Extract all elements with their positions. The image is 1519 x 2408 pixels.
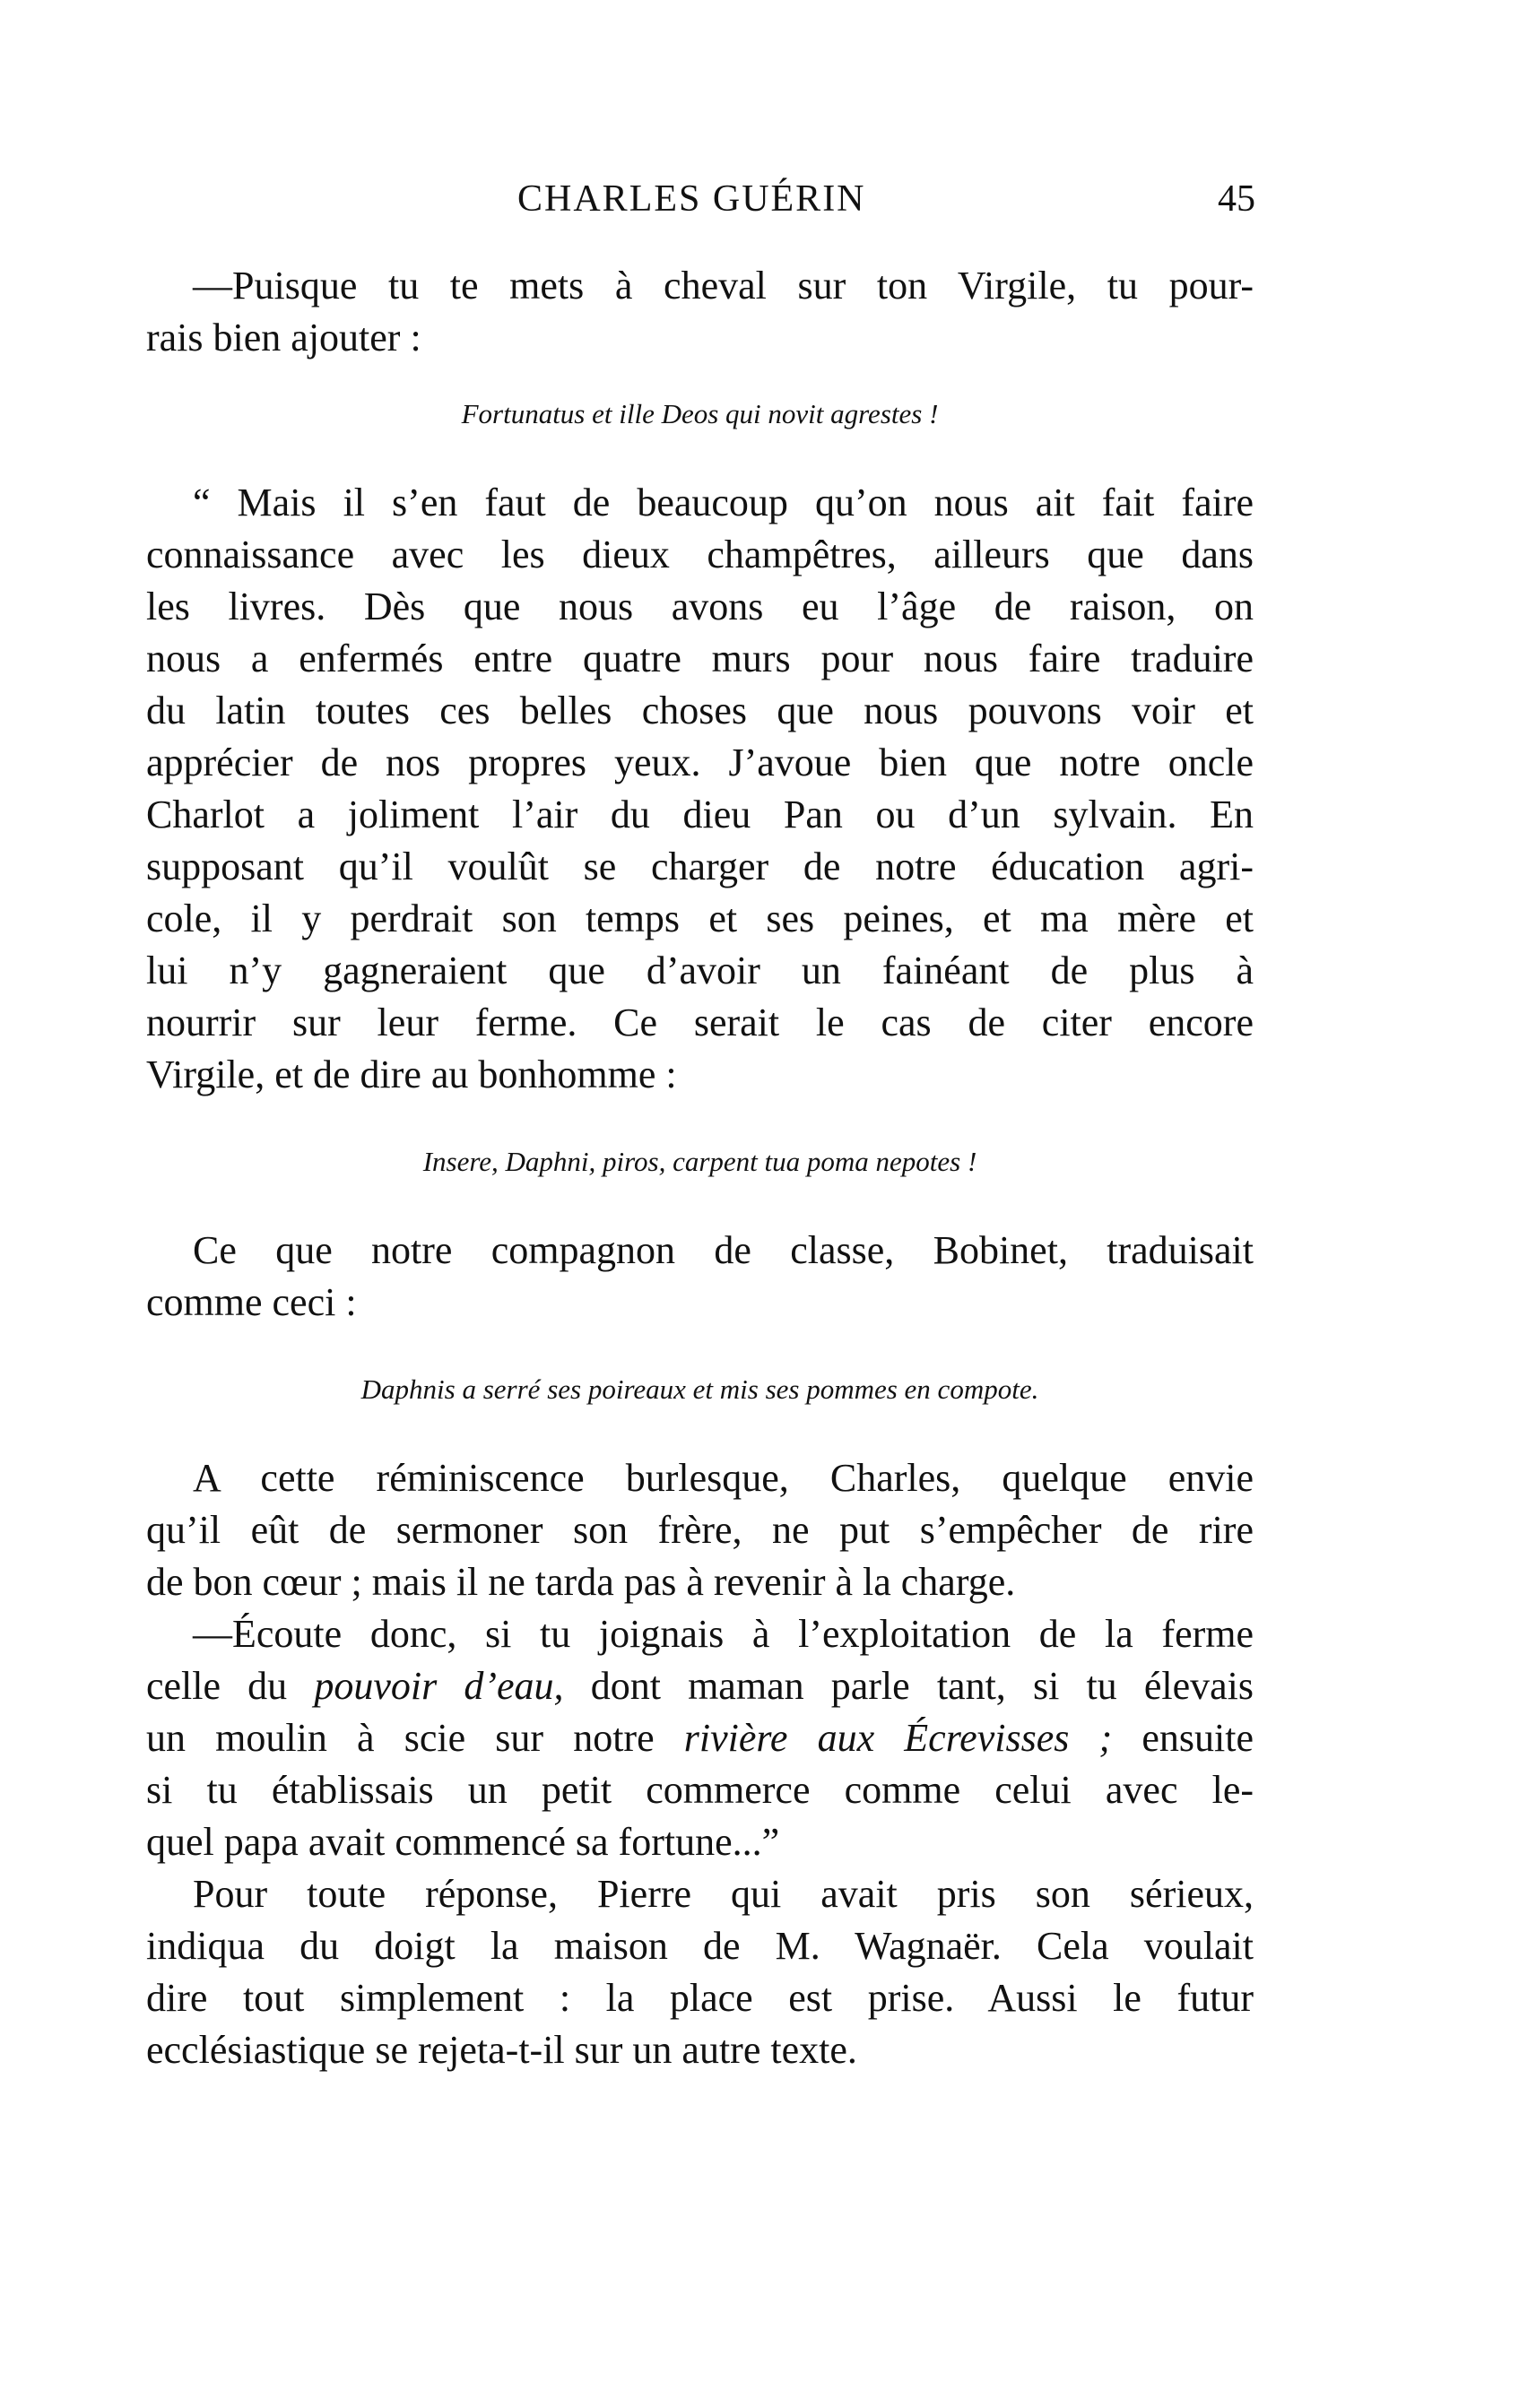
text-line: connaissance avec les dieux champêtres, ailleurs que dans (146, 533, 1254, 576)
text-line: nourrir sur leur ferme. Ce serait le cas de citer encore (146, 1000, 1254, 1044)
text-segment: ensuite (1112, 1716, 1254, 1760)
text-segment: dont maman parle tant, si tu élevais (563, 1664, 1254, 1708)
text-line: nous a enfermés entre quatre murs pour nous faire traduire (146, 637, 1254, 680)
running-title: CHARLES GUÉRIN (517, 178, 866, 220)
text-line: supposant qu’il voulût se charger de notre éducation agri- (146, 845, 1254, 888)
italic-phrase: pouvoir d’eau, (314, 1664, 564, 1708)
text-line (146, 1712, 1254, 1764)
text-segment: un moulin à scie sur notre (146, 1716, 684, 1760)
text-line: cole, il y perdrait son temps et ses peines, et ma mère et (146, 897, 1254, 940)
text-line: dire tout simplement : la place est prise. Aussi le futur (146, 1976, 1254, 2020)
running-head (0, 178, 1519, 231)
page-number: 45 (1218, 178, 1255, 220)
text-line: qu’il eût de sermoner son frère, ne put s’empêcher de rire (146, 1508, 1254, 1552)
text-line: comme ceci : (146, 1280, 357, 1324)
latin-quote: Fortunatus et ille Deos qui novit agrestes ! (461, 398, 939, 429)
text-line: du latin toutes ces belles choses que nous pouvons voir et (146, 689, 1254, 732)
text-line: les livres. Dès que nous avons eu l’âge de raison, on (146, 585, 1254, 628)
latin-quote: Insere, Daphni, piros, carpent tua poma nepotes ! (422, 1146, 977, 1177)
text-line: “ Mais il s’en faut de beaucoup qu’on nous ait fait faire (193, 481, 1254, 524)
italic-phrase: rivière aux Écrevisses ; (683, 1716, 1113, 1760)
body-text (146, 260, 1254, 2076)
text-line: rais bien ajouter : (146, 316, 421, 359)
text-line: si tu établissais un petit commerce comme celui avec le- (146, 1768, 1254, 1812)
text-line: —Puisque tu te mets à cheval sur ton Virgile, tu pour- (193, 264, 1254, 307)
text-line: Pour toute réponse, Pierre qui avait pris son sérieux, (193, 1872, 1254, 1916)
text-line: apprécier de nos propres yeux. J’avoue bien que notre oncle (146, 741, 1254, 784)
text-line: Virgile, et de dire au bonhomme : (146, 1052, 677, 1096)
text-line: quel papa avait commencé sa fortune...” (146, 1820, 780, 1864)
text-line: A cette réminiscence burlesque, Charles, quelque envie (193, 1456, 1254, 1500)
translation-quote: Daphnis a serré ses poireaux et mis ses pommes en compote. (360, 1373, 1039, 1405)
text-line (146, 1660, 1254, 1712)
text-line: —Écoute donc, si tu joignais à l’exploitation de la ferme (193, 1612, 1254, 1656)
text-line: Ce que notre compagnon de classe, Bobinet, traduisait (193, 1228, 1254, 1272)
text-line: lui n’y gagneraient que d’avoir un fainéant de plus à (146, 948, 1254, 992)
text-line: de bon cœur ; mais il ne tarda pas à revenir à la charge. (146, 1560, 1016, 1604)
text-segment: celle du (146, 1664, 315, 1708)
text-line: ecclésiastique se rejeta-t-il sur un autre texte. (146, 2028, 857, 2072)
text-line: Charlot a joliment l’air du dieu Pan ou d’un sylvain. En (146, 793, 1254, 836)
text-line: indiqua du doigt la maison de M. Wagnaër. Cela voulait (146, 1924, 1254, 1968)
